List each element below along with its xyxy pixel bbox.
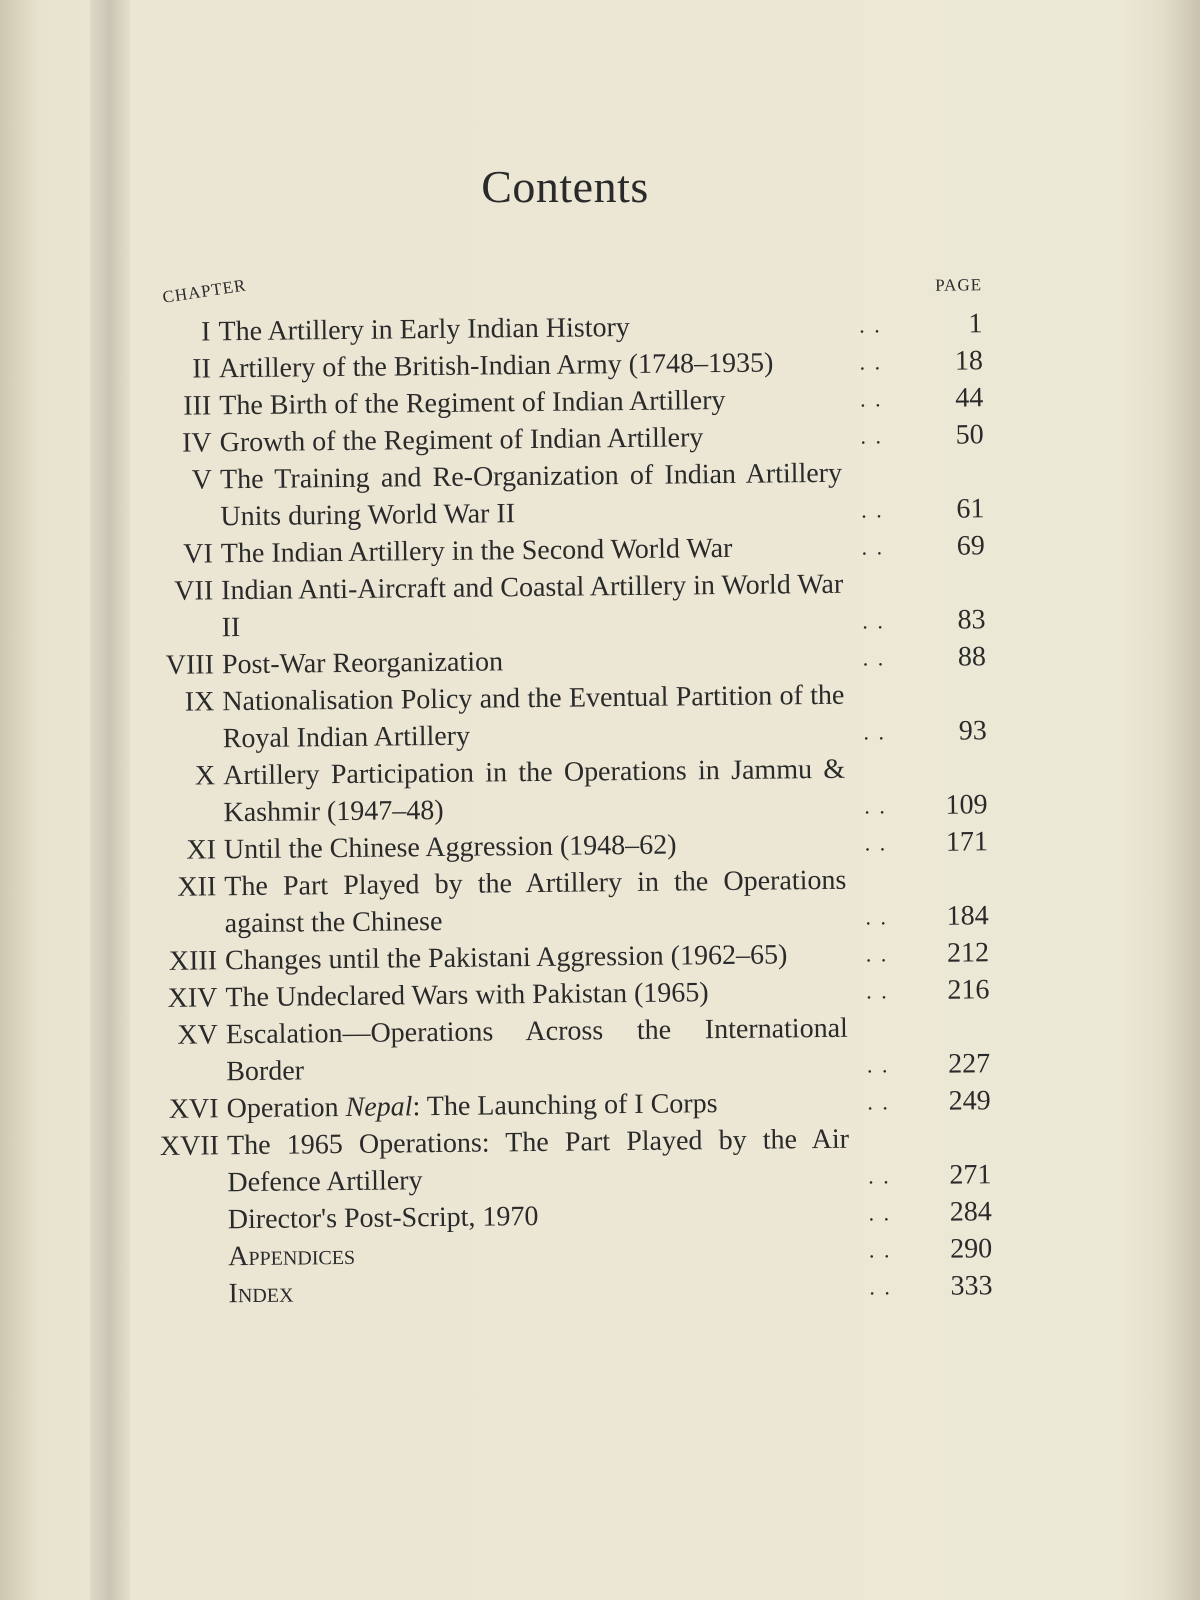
- page-number: 50: [955, 419, 984, 451]
- dot-leader: . .: [866, 978, 889, 1004]
- page-number: 333: [950, 1270, 993, 1302]
- dot-leader: . .: [863, 719, 887, 745]
- toc-entry: [156, 860, 1007, 943]
- dot-leader: . .: [867, 1089, 890, 1115]
- book-gutter-shadow: [90, 0, 130, 1600]
- dot-leader: . .: [861, 497, 884, 523]
- chapter-title: Changes until the Pakistani Aggression (1962–65): [224, 939, 788, 977]
- chapter-number: VII: [174, 575, 214, 607]
- chapter-title: The Indian Artillery in the Second World War: [220, 532, 733, 570]
- page-number: 83: [957, 604, 986, 636]
- chapter-title: Until the Chinese Aggression (1948–62): [223, 829, 677, 866]
- chapter-number: XVI: [168, 1093, 219, 1125]
- chapter-number: III: [183, 390, 212, 422]
- chapter-title: Growth of the Regiment of Indian Artillery: [219, 422, 704, 459]
- dot-leader: . .: [865, 904, 889, 930]
- toc-entry: [153, 564, 1004, 647]
- chapter-number: [160, 1238, 228, 1276]
- dot-leader: . .: [864, 830, 888, 856]
- table-of-contents: [150, 275, 1011, 1313]
- chapter-number: VIII: [165, 649, 215, 681]
- dot-leader: . .: [862, 608, 885, 634]
- dot-leader: . .: [868, 1200, 892, 1226]
- chapter-title: Nationalisation Policy and the Eventual Partition of the Royal Indian Artillery: [222, 679, 845, 755]
- dot-leader: . .: [869, 1274, 892, 1300]
- page-number: 69: [956, 530, 985, 562]
- chapter-title: The Artillery in Early Indian History: [218, 311, 631, 348]
- chapter-title: Operation Nepal: The Launching of I Corps: [226, 1088, 718, 1125]
- chapter-title: Post-War Reorganization: [221, 646, 504, 681]
- chapter-number: X: [194, 760, 216, 792]
- chapter-number: I: [201, 316, 211, 348]
- toc-entries: [150, 305, 1010, 1313]
- chapter-number: II: [192, 353, 212, 385]
- chapter-title: Artillery of the British-Indian Army (1748–1935): [218, 347, 774, 385]
- page-number: 290: [949, 1233, 993, 1265]
- chapter-title: The Training and Re-Organization of Indian Artillery Units during World War II: [219, 457, 843, 533]
- page-number: 44: [955, 382, 984, 414]
- chapter-number: XIII: [168, 945, 218, 977]
- chapter-number: [160, 1275, 228, 1313]
- chapter-number: XVII: [159, 1130, 220, 1162]
- page-number: 93: [958, 715, 987, 747]
- toc-entry: [154, 675, 1005, 758]
- dot-leader: . .: [861, 534, 885, 560]
- dot-leader: . .: [860, 423, 884, 449]
- chapter-title: The Undeclared Wars with Pakistan (1965): [225, 977, 709, 1014]
- chapter-number: VI: [183, 538, 213, 570]
- dot-leader: . .: [862, 645, 886, 671]
- page-number: 109: [945, 789, 988, 821]
- dot-leader: . .: [867, 1163, 891, 1189]
- page-number: 18: [954, 345, 984, 377]
- chapter-title: Artillery Participation in the Operations in Jammu & Kashmir (1947–48): [222, 753, 846, 829]
- toc-entry: [159, 1119, 1010, 1202]
- chapter-title: The Part Played by the Artillery in the Operations against the Chinese: [224, 864, 847, 940]
- page-number: 61: [956, 493, 985, 525]
- page-number: 171: [945, 826, 989, 858]
- dot-leader: . .: [859, 386, 883, 412]
- contents-title: Contents: [481, 161, 649, 212]
- page-number: 212: [946, 937, 990, 969]
- page-column-header: PAGE: [935, 275, 983, 295]
- page-number: 227: [948, 1048, 991, 1080]
- dot-leader: . .: [866, 1052, 890, 1078]
- page-edge-shadow: [1164, 0, 1200, 1600]
- page-number: 216: [947, 974, 990, 1006]
- chapter-number: XV: [177, 1019, 219, 1051]
- chapter-number: V: [191, 464, 213, 496]
- chapter-title: The Birth of the Regiment of Indian Artillery: [219, 384, 726, 422]
- chapter-number: [160, 1201, 228, 1239]
- chapter-title: Appendices: [228, 1239, 356, 1273]
- chapter-title: Escalation—Operations Across the International Border: [225, 1012, 848, 1088]
- dot-leader: . .: [859, 312, 882, 338]
- toc-entry: [155, 749, 1006, 832]
- page-number: 88: [957, 641, 987, 673]
- page-number: 284: [949, 1196, 992, 1228]
- page-number: 271: [949, 1159, 992, 1191]
- chapter-number: IV: [181, 427, 212, 459]
- page-number: 249: [948, 1085, 991, 1117]
- chapter-title: Index: [228, 1277, 294, 1310]
- dot-leader: . .: [865, 941, 889, 967]
- chapter-number: IX: [184, 686, 215, 718]
- chapter-title: Indian Anti-Aircraft and Coastal Artillery in World War II: [221, 568, 844, 644]
- chapter-number: XII: [177, 871, 217, 903]
- toc-entry: [160, 1267, 1010, 1313]
- dot-leader: . .: [864, 793, 887, 819]
- chapter-title: The 1965 Operations: The Part Played by the Air Defence Artillery: [226, 1123, 850, 1199]
- dot-leader: . .: [859, 349, 883, 375]
- page-number: 184: [946, 900, 989, 932]
- page-number: 1: [968, 308, 983, 340]
- chapter-number: XI: [186, 834, 217, 866]
- toc-entry: [152, 453, 1003, 536]
- chapter-number: XIV: [167, 982, 218, 1014]
- chapter-column-header: CHAPTER: [161, 275, 248, 307]
- toc-entry: [158, 1008, 1009, 1091]
- chapter-title: Director's Post-Script, 1970: [227, 1200, 539, 1236]
- dot-leader: . .: [868, 1237, 892, 1263]
